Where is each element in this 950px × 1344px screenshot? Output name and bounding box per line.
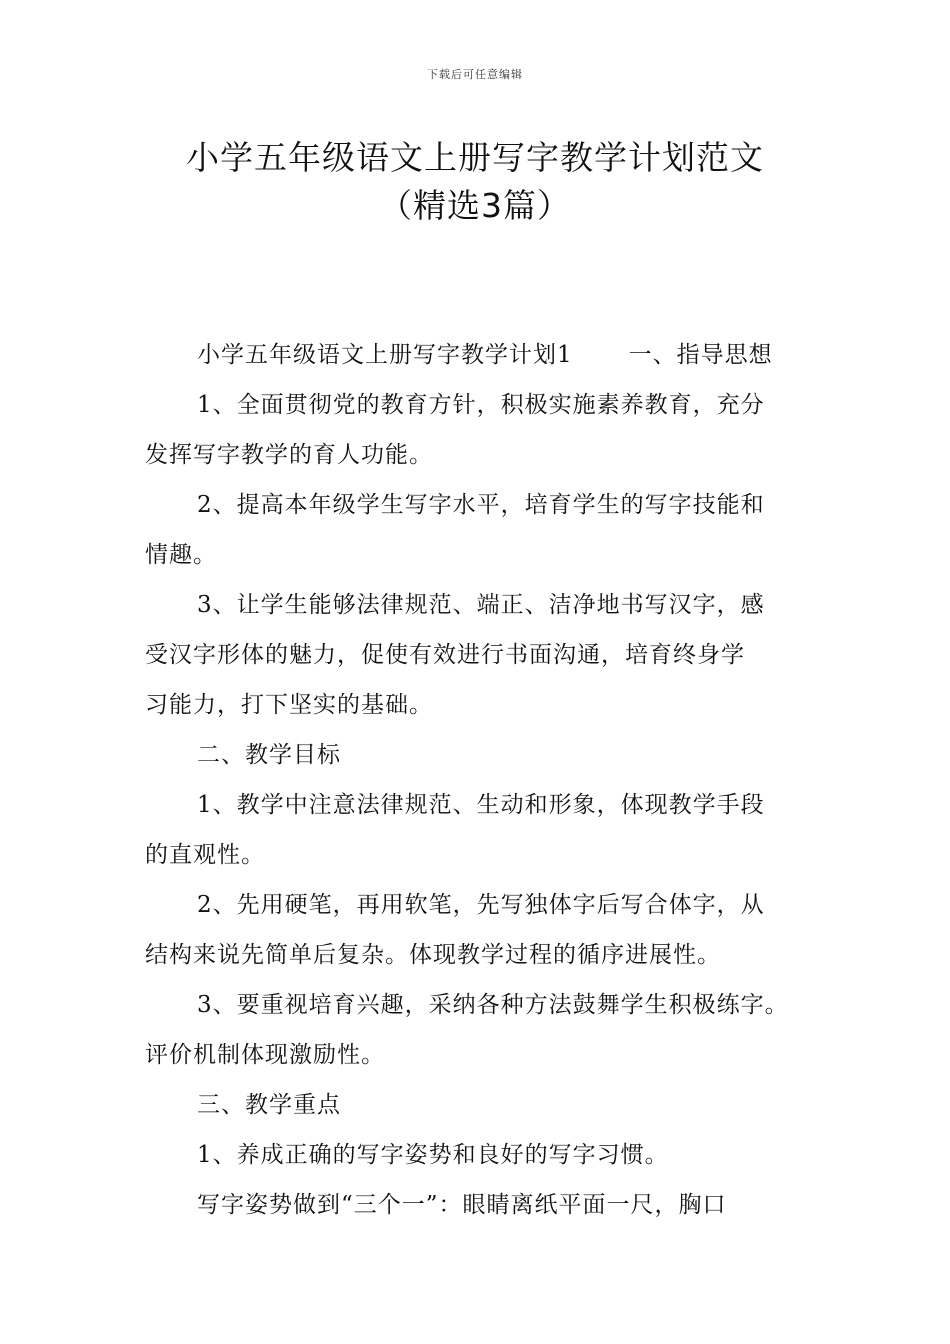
paragraph-line: 写字姿势做到“三个一”：眼睛离纸平面一尺，胸口 <box>197 1192 727 1218</box>
paragraph-line: 2、提高本年级学生写字水平，培育学生的写字技能和 <box>197 492 765 518</box>
paragraph-line: 习能力，打下坚实的基础。 <box>145 692 433 718</box>
paragraph-line: 2、先用硬笔，再用软笔，先写独体字后写合体字，从 <box>197 892 765 918</box>
paragraph-line: 1、教学中注意法律规范、生动和形象，体现教学手段 <box>197 792 765 818</box>
paragraph-line <box>145 330 815 380</box>
section-heading: 三、教学重点 <box>197 1092 341 1118</box>
section-heading: 二、教学目标 <box>197 742 341 768</box>
header-note: 下载后可任意编辑 <box>427 68 523 81</box>
paragraph-line: 的直观性。 <box>145 842 265 868</box>
section-heading-guiding: 一、指导思想 <box>628 342 773 368</box>
paragraph-line: 情趣。 <box>145 542 217 568</box>
paragraph-line: 1、养成正确的写字姿势和良好的写字习惯。 <box>197 1142 669 1168</box>
document-subtitle: （精选3篇） <box>379 186 571 225</box>
document-title: 小学五年级语文上册写字教学计划范文 <box>186 138 764 177</box>
paragraph-line: 评价机制体现激励性。 <box>145 1042 385 1068</box>
paragraph-line: 3、让学生能够法律规范、端正、洁净地书写汉字，感 <box>197 592 765 618</box>
paragraph-line: 结构来说先简单后复杂。体现教学过程的循序进展性。 <box>145 942 721 968</box>
paragraph-line: 发挥写字教学的育人功能。 <box>145 442 433 468</box>
document-body <box>145 330 815 1230</box>
section-heading-plan: 小学五年级语文上册写字教学计划1 <box>197 342 573 368</box>
paragraph-line: 受汉字形体的魅力，促使有效进行书面沟通，培育终身学 <box>145 642 745 668</box>
paragraph-line: 3、要重视培育兴趣，采纳各种方法鼓舞学生积极练字。 <box>197 992 789 1018</box>
paragraph-line: 1、全面贯彻党的教育方针，积极实施素养教育，充分 <box>197 392 765 418</box>
